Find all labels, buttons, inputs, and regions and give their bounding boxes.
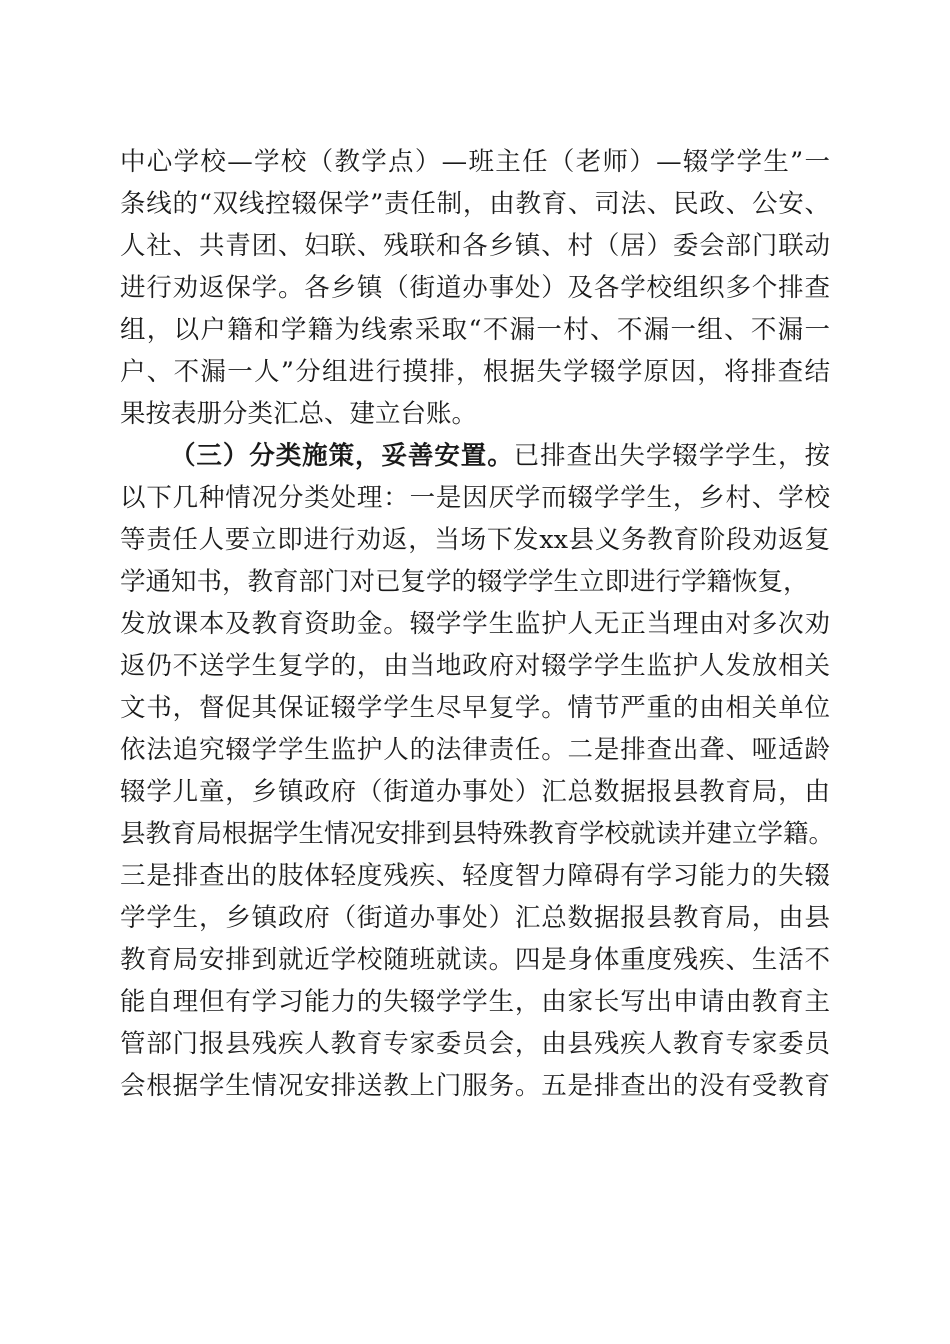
text-line: 返仍不送学生复学的，由当地政府对辍学学生监护人发放相关: [120, 651, 830, 681]
text-line: 等责任人要立即进行劝返，当场下发xx县义务教育阶段劝返复: [120, 525, 830, 555]
text-line: 条线的“双线控辍保学”责任制，由教育、司法、民政、公安、: [120, 189, 830, 219]
section-heading-line: [170, 436, 830, 476]
text-line: 中心学校—学校（教学点）—班主任（老师）—辍学学生”一: [120, 147, 830, 177]
text-line: 果按表册分类汇总、建立台账。: [120, 399, 478, 429]
section-heading-rest: 已排查出失学辍学学生，按: [513, 441, 830, 471]
text-line: 学通知书，教育部门对已复学的辍学学生立即进行学籍恢复，: [120, 567, 809, 597]
text-line: 学学生，乡镇政府（街道办事处）汇总数据报县教育局，由县: [120, 903, 830, 933]
text-line: 户、不漏一人”分组进行摸排，根据失学辍学原因，将排查结: [120, 357, 830, 387]
text-line: 依法追究辍学学生监护人的法律责任。二是排查出聋、哑适龄: [120, 735, 830, 765]
text-line: 县教育局根据学生情况安排到县特殊教育学校就读并建立学籍。: [120, 819, 835, 849]
section-heading: （三）分类施策，妥善安置。: [170, 441, 514, 471]
text-line: 文书，督促其保证辍学学生尽早复学。情节严重的由相关单位: [120, 693, 830, 723]
text-line: 组，以户籍和学籍为线索采取“不漏一村、不漏一组、不漏一: [120, 315, 830, 345]
text-line: 教育局安排到就近学校随班就读。四是身体重度残疾、生活不: [120, 945, 830, 975]
text-line: 会根据学生情况安排送教上门服务。五是排查出的没有受教育: [120, 1071, 830, 1101]
text-line: 辍学儿童，乡镇政府（街道办事处）汇总数据报县教育局，由: [120, 777, 830, 807]
text-line: 能自理但有学习能力的失辍学学生，由家长写出申请由教育主: [120, 987, 830, 1017]
text-line: 进行劝返保学。各乡镇（街道办事处）及各学校组织多个排查: [120, 273, 830, 303]
text-line: 以下几种情况分类处理：一是因厌学而辍学学生，乡村、学校: [120, 483, 830, 513]
text-line: 发放课本及教育资助金。辍学学生监护人无正当理由对多次劝: [120, 609, 830, 639]
text-line: 管部门报县残疾人教育专家委员会，由县残疾人教育专家委员: [120, 1029, 830, 1059]
text-line: 人社、共青团、妇联、残联和各乡镇、村（居）委会部门联动: [120, 231, 830, 261]
text-line: 三是排查出的肢体轻度残疾、轻度智力障碍有学习能力的失辍: [120, 861, 830, 891]
